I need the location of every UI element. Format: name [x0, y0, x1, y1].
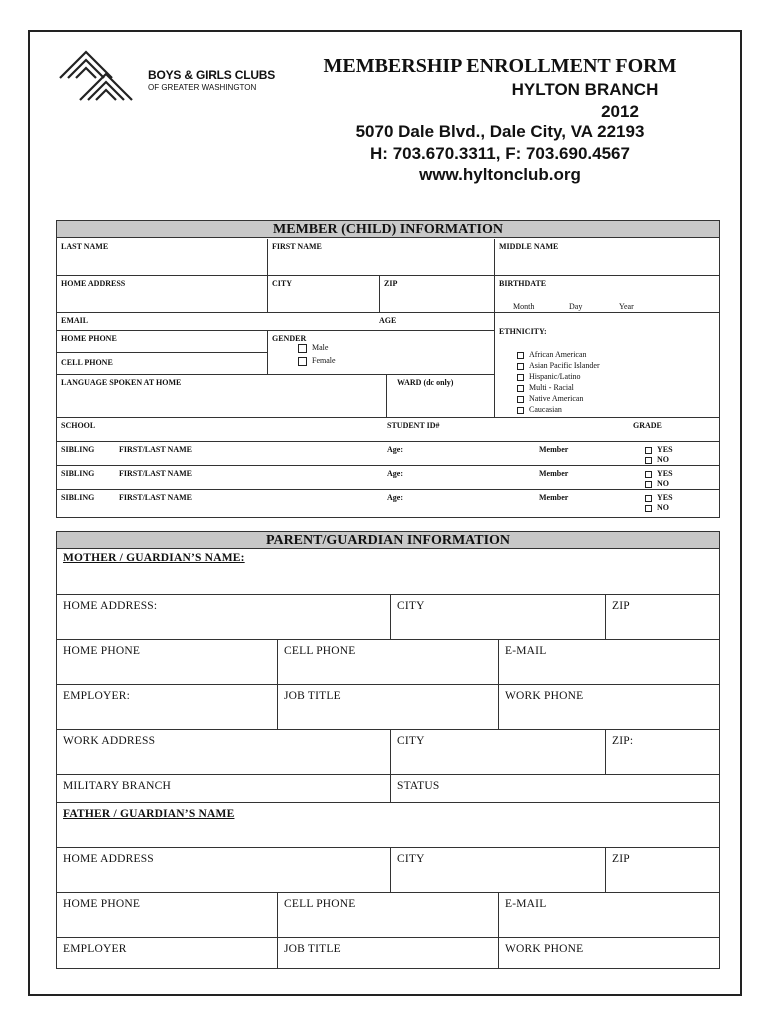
sibling-age-label: Age: [387, 469, 403, 478]
no-label: NO [657, 455, 669, 464]
ethnicity-native-american-checkbox[interactable] [517, 394, 583, 403]
status-label: STATUS [397, 780, 440, 792]
sibling-label: SIBLING [61, 445, 95, 454]
mother-work-address-field[interactable] [57, 730, 391, 775]
ethnicity-option-label: Multi - Racial [529, 383, 574, 392]
sibling-no-checkbox[interactable] [645, 503, 669, 512]
member-ward-field[interactable] [387, 375, 495, 418]
gender-female-checkbox[interactable] [298, 356, 336, 366]
no-label: NO [657, 479, 669, 488]
member-first-name-field[interactable] [268, 239, 495, 276]
form-title: MEMBERSHIP ENROLLMENT FORM [323, 55, 677, 77]
city-label: CITY [397, 853, 425, 865]
work-phone-label: WORK PHONE [505, 690, 584, 702]
father-employer-field[interactable] [57, 938, 278, 968]
sibling-name-label: FIRST/LAST NAME [119, 493, 192, 502]
home-phone-label: HOME PHONE [61, 334, 117, 343]
branch-name: HYLTON BRANCH [511, 80, 659, 99]
middle-name-label: MIDDLE NAME [499, 242, 559, 251]
birthdate-label: BIRTHDATE [499, 279, 547, 288]
sibling-age-label: Age: [387, 445, 403, 454]
employer-label: EMPLOYER: [63, 690, 130, 702]
job-title-label: JOB TITLE [284, 690, 341, 702]
language-label: LANGUAGE SPOKEN AT HOME [61, 378, 182, 387]
email-label: E-MAIL [505, 898, 547, 910]
ethnicity-option-label: Native American [529, 394, 584, 403]
military-branch-label: MILITARY BRANCH [63, 780, 172, 792]
member-school-field[interactable] [57, 418, 719, 442]
ethnicity-hispanic-checkbox[interactable] [517, 372, 581, 381]
gender-label: GENDER [272, 334, 307, 343]
ethnicity-asian-pacific-checkbox[interactable] [517, 361, 600, 370]
boys-girls-clubs-logo-icon [56, 48, 136, 104]
sibling-no-checkbox[interactable] [645, 455, 669, 464]
sibling-no-checkbox[interactable] [645, 479, 669, 488]
ethnicity-multi-racial-checkbox[interactable] [517, 383, 574, 392]
mother-status-field[interactable] [391, 775, 719, 803]
email-label: EMAIL [61, 316, 89, 325]
mother-home-address-field[interactable] [57, 595, 391, 640]
sibling-member-label: Member [539, 469, 569, 478]
ethnicity-option-label: Asian Pacific Islander [529, 361, 600, 370]
grade-label: GRADE [633, 421, 662, 430]
mother-city-field[interactable] [391, 595, 606, 640]
home-phone-label: HOME PHONE [63, 898, 141, 910]
father-zip-field[interactable] [606, 848, 719, 893]
form-year: 2012 [601, 102, 639, 121]
mother-employer-field[interactable] [57, 685, 278, 730]
mother-job-title-field[interactable] [278, 685, 499, 730]
branch-phones: H: 703.670.3311, F: 703.690.4567 [370, 144, 630, 163]
yes-label: YES [657, 469, 673, 478]
first-name-label: FIRST NAME [272, 242, 322, 251]
cell-phone-label: CELL PHONE [61, 358, 113, 367]
no-label: NO [657, 503, 669, 512]
gender-male-checkbox[interactable] [298, 343, 328, 353]
cell-phone-label: CELL PHONE [284, 898, 356, 910]
father-work-phone-field[interactable] [499, 938, 719, 968]
member-birthdate-field[interactable] [495, 276, 719, 313]
birth-month-label: Month [513, 302, 535, 311]
father-city-field[interactable] [391, 848, 606, 893]
sibling-yes-checkbox[interactable] [645, 445, 673, 454]
zip-label: ZIP: [612, 735, 634, 747]
member-home-phone-field[interactable] [57, 331, 268, 353]
sibling-label: SIBLING [61, 469, 95, 478]
member-middle-name-field[interactable] [495, 239, 719, 276]
sibling-label: SIBLING [61, 493, 95, 502]
employer-label: EMPLOYER [63, 943, 127, 955]
sibling-name-label: FIRST/LAST NAME [119, 469, 192, 478]
ethnicity-caucasian-checkbox[interactable] [517, 405, 562, 414]
father-home-address-field[interactable] [57, 848, 391, 893]
father-email-field[interactable] [499, 893, 719, 938]
member-ethnicity-field [495, 313, 719, 418]
yes-label: YES [657, 493, 673, 502]
mother-home-phone-field[interactable] [57, 640, 278, 685]
branch-website: www.hyltonclub.org [419, 165, 581, 184]
cell-phone-label: CELL PHONE [284, 645, 356, 657]
sibling-row[interactable] [57, 466, 719, 490]
ethnicity-african-american-checkbox[interactable] [517, 350, 587, 359]
mother-name-field[interactable] [57, 550, 719, 595]
father-job-title-field[interactable] [278, 938, 499, 968]
parent-info-heading: PARENT/GUARDIAN INFORMATION [57, 532, 719, 549]
sibling-yes-checkbox[interactable] [645, 469, 673, 478]
city-label: CITY [397, 735, 425, 747]
zip-label: ZIP [384, 279, 398, 288]
father-name-label: FATHER / GUARDIAN’S NAME [63, 808, 235, 820]
mother-cell-phone-field[interactable] [278, 640, 499, 685]
sibling-member-label: Member [539, 493, 569, 502]
father-home-phone-field[interactable] [57, 893, 278, 938]
city-label: CITY [272, 279, 293, 288]
school-label: SCHOOL [61, 421, 96, 430]
sibling-member-label: Member [539, 445, 569, 454]
ward-label: WARD (dc only) [397, 378, 454, 387]
member-email-field[interactable] [57, 313, 495, 331]
mother-work-phone-field[interactable] [499, 685, 719, 730]
member-info-heading: MEMBER (CHILD) INFORMATION [57, 221, 719, 238]
email-label: E-MAIL [505, 645, 547, 657]
mother-work-zip-field[interactable] [606, 730, 719, 775]
sibling-yes-checkbox[interactable] [645, 493, 673, 502]
work-phone-label: WORK PHONE [505, 943, 584, 955]
mother-email-field[interactable] [499, 640, 719, 685]
birth-year-label: Year [619, 302, 634, 311]
home-address-label: HOME ADDRESS [63, 853, 154, 865]
zip-label: ZIP [612, 600, 630, 612]
father-cell-phone-field[interactable] [278, 893, 499, 938]
father-name-field[interactable] [57, 803, 719, 848]
member-home-address-field[interactable] [57, 276, 268, 313]
ethnicity-option-label: Caucasian [529, 405, 562, 414]
member-gender-field [268, 331, 495, 375]
member-zip-field[interactable] [380, 276, 495, 313]
mother-work-city-field[interactable] [391, 730, 606, 775]
sibling-age-label: Age: [387, 493, 403, 502]
sibling-row[interactable] [57, 442, 719, 466]
member-city-field[interactable] [268, 276, 380, 313]
work-address-label: WORK ADDRESS [63, 735, 156, 747]
job-title-label: JOB TITLE [284, 943, 341, 955]
zip-label: ZIP [612, 853, 630, 865]
home-address-label: HOME ADDRESS: [63, 600, 158, 612]
female-label: Female [312, 356, 336, 365]
home-phone-label: HOME PHONE [63, 645, 141, 657]
branch-address: 5070 Dale Blvd., Dale City, VA 22193 [355, 122, 645, 141]
ethnicity-option-label: Hispanic/Latino [529, 372, 581, 381]
org-name: BOYS & GIRLS CLUBS [148, 68, 276, 82]
mother-military-branch-field[interactable] [57, 775, 391, 803]
member-cell-phone-field[interactable] [57, 353, 268, 375]
male-label: Male [312, 343, 329, 352]
city-label: CITY [397, 600, 425, 612]
yes-label: YES [657, 445, 673, 454]
ethnicity-option-label: African American [529, 350, 587, 359]
sibling-row[interactable] [57, 490, 719, 517]
student-id-label: STUDENT ID# [387, 421, 440, 430]
member-info-section [56, 220, 720, 518]
mother-zip-field[interactable] [606, 595, 719, 640]
member-last-name-field[interactable] [57, 239, 268, 276]
mother-name-label: MOTHER / GUARDIAN’S NAME: [63, 552, 245, 564]
home-address-label: HOME ADDRESS [61, 279, 126, 288]
parent-info-section [56, 531, 720, 969]
sibling-name-label: FIRST/LAST NAME [119, 445, 192, 454]
member-language-field[interactable] [57, 375, 387, 418]
last-name-label: LAST NAME [61, 242, 109, 251]
birth-day-label: Day [569, 302, 583, 311]
ethnicity-label: ETHNICITY: [499, 327, 547, 336]
org-subtitle: OF GREATER WASHINGTON [148, 83, 257, 92]
age-label: AGE [379, 316, 397, 325]
